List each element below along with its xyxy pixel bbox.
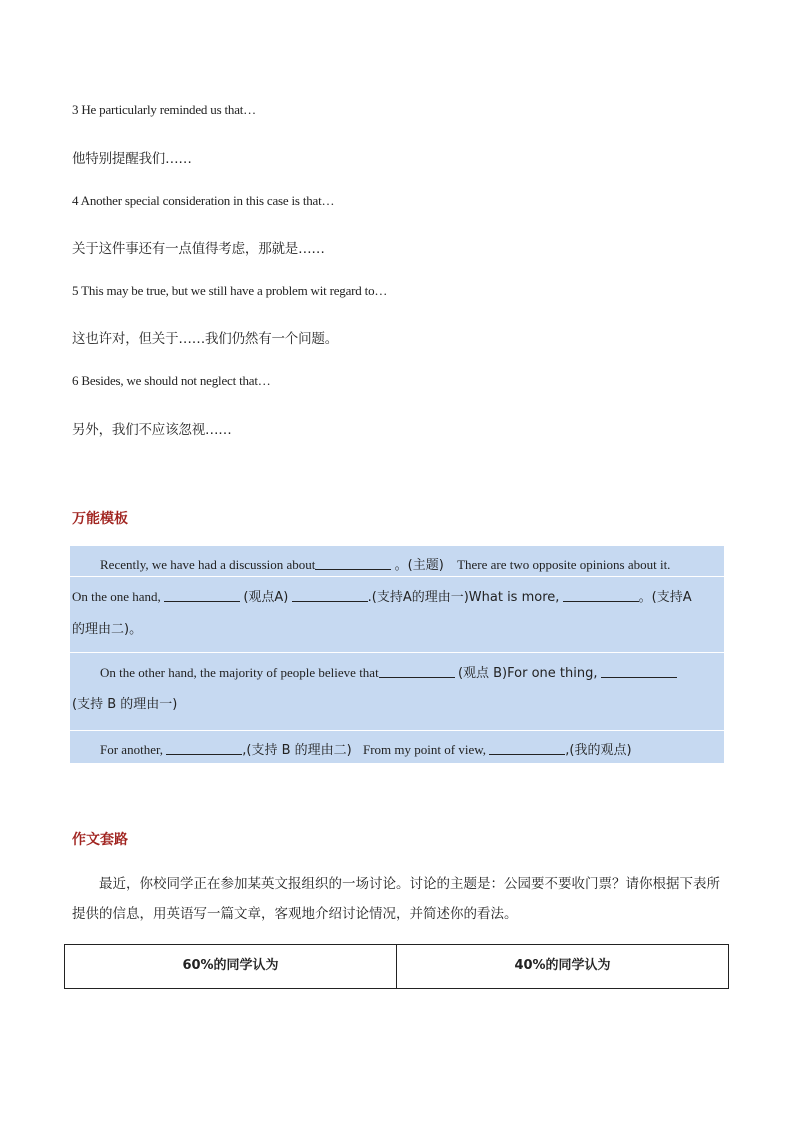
phrase-3-zh: 他特别提醒我们…… bbox=[72, 151, 192, 167]
template-row-3: 的理由二)。 bbox=[72, 622, 143, 637]
phrase-4-zh: 关于这件事还有一点值得考虑，那就是…… bbox=[72, 241, 325, 257]
template-row-1 bbox=[70, 554, 754, 573]
phrase-5-zh: 这也许对，但关于……我们仍然有一个问题。 bbox=[72, 331, 338, 347]
template-text: On the one hand, bbox=[72, 589, 161, 604]
divider bbox=[70, 652, 724, 653]
template-row-4 bbox=[70, 662, 754, 681]
fill-blank bbox=[601, 665, 677, 678]
template-row-6 bbox=[70, 739, 754, 758]
fill-blank bbox=[563, 589, 639, 602]
phrase-4-en: 4 Another special consideration in this case is that… bbox=[72, 193, 335, 208]
phrase-6-zh: 另外，我们不应该忽视…… bbox=[72, 422, 232, 438]
template-text: For another, bbox=[100, 742, 164, 757]
phrase-3-en: 3 He particularly reminded us that… bbox=[72, 102, 256, 117]
table-header-40: 40%的同学认为 bbox=[396, 945, 728, 988]
fill-blank bbox=[164, 589, 240, 602]
divider bbox=[70, 730, 724, 731]
template-text: 。(主题) bbox=[394, 558, 444, 573]
phrase-6-en: 6 Besides, we should not neglect that… bbox=[72, 373, 271, 388]
fill-blank bbox=[315, 557, 391, 570]
template-text: Recently, we have had a discussion about bbox=[100, 557, 316, 572]
template-section-title: 万能模板 bbox=[72, 511, 128, 527]
template-text: (观点A) bbox=[243, 590, 289, 605]
divider bbox=[70, 576, 724, 577]
fill-blank bbox=[489, 742, 565, 755]
template-text: .(支持A的理由一)What is more, bbox=[367, 590, 560, 605]
essay-section-title: 作文套路 bbox=[72, 832, 128, 848]
fill-blank bbox=[379, 665, 455, 678]
template-text: ,(我的观点) bbox=[565, 743, 632, 758]
template-row-5: (支持 B 的理由一) bbox=[72, 697, 178, 712]
template-text: 。(支持A bbox=[638, 590, 692, 605]
template-box bbox=[70, 546, 724, 763]
fill-blank bbox=[292, 589, 368, 602]
opinion-table bbox=[64, 944, 729, 989]
phrase-5-en: 5 This may be true, but we still have a problem wit regard to… bbox=[72, 283, 388, 298]
essay-prompt: 最近，你校同学正在参加某英文报组织的一场讨论。讨论的主题是：公园要不要收门票？请你根据下表所提供的信息，用英语写一篇文章，客观地介绍讨论情况，并简述你的看法。 bbox=[72, 876, 720, 922]
template-text: ,(支持 B 的理由二) bbox=[242, 743, 352, 758]
template-text: On the other hand, the majority of people believe that bbox=[100, 665, 379, 680]
table-header-60: 60%的同学认为 bbox=[182, 958, 279, 973]
template-text: (观点 B)For one thing, bbox=[457, 666, 598, 681]
template-row-2 bbox=[70, 586, 726, 605]
template-text: From my point of view, bbox=[363, 742, 487, 757]
fill-blank bbox=[166, 742, 242, 755]
template-text: There are two opposite opinions about it. bbox=[457, 557, 671, 572]
